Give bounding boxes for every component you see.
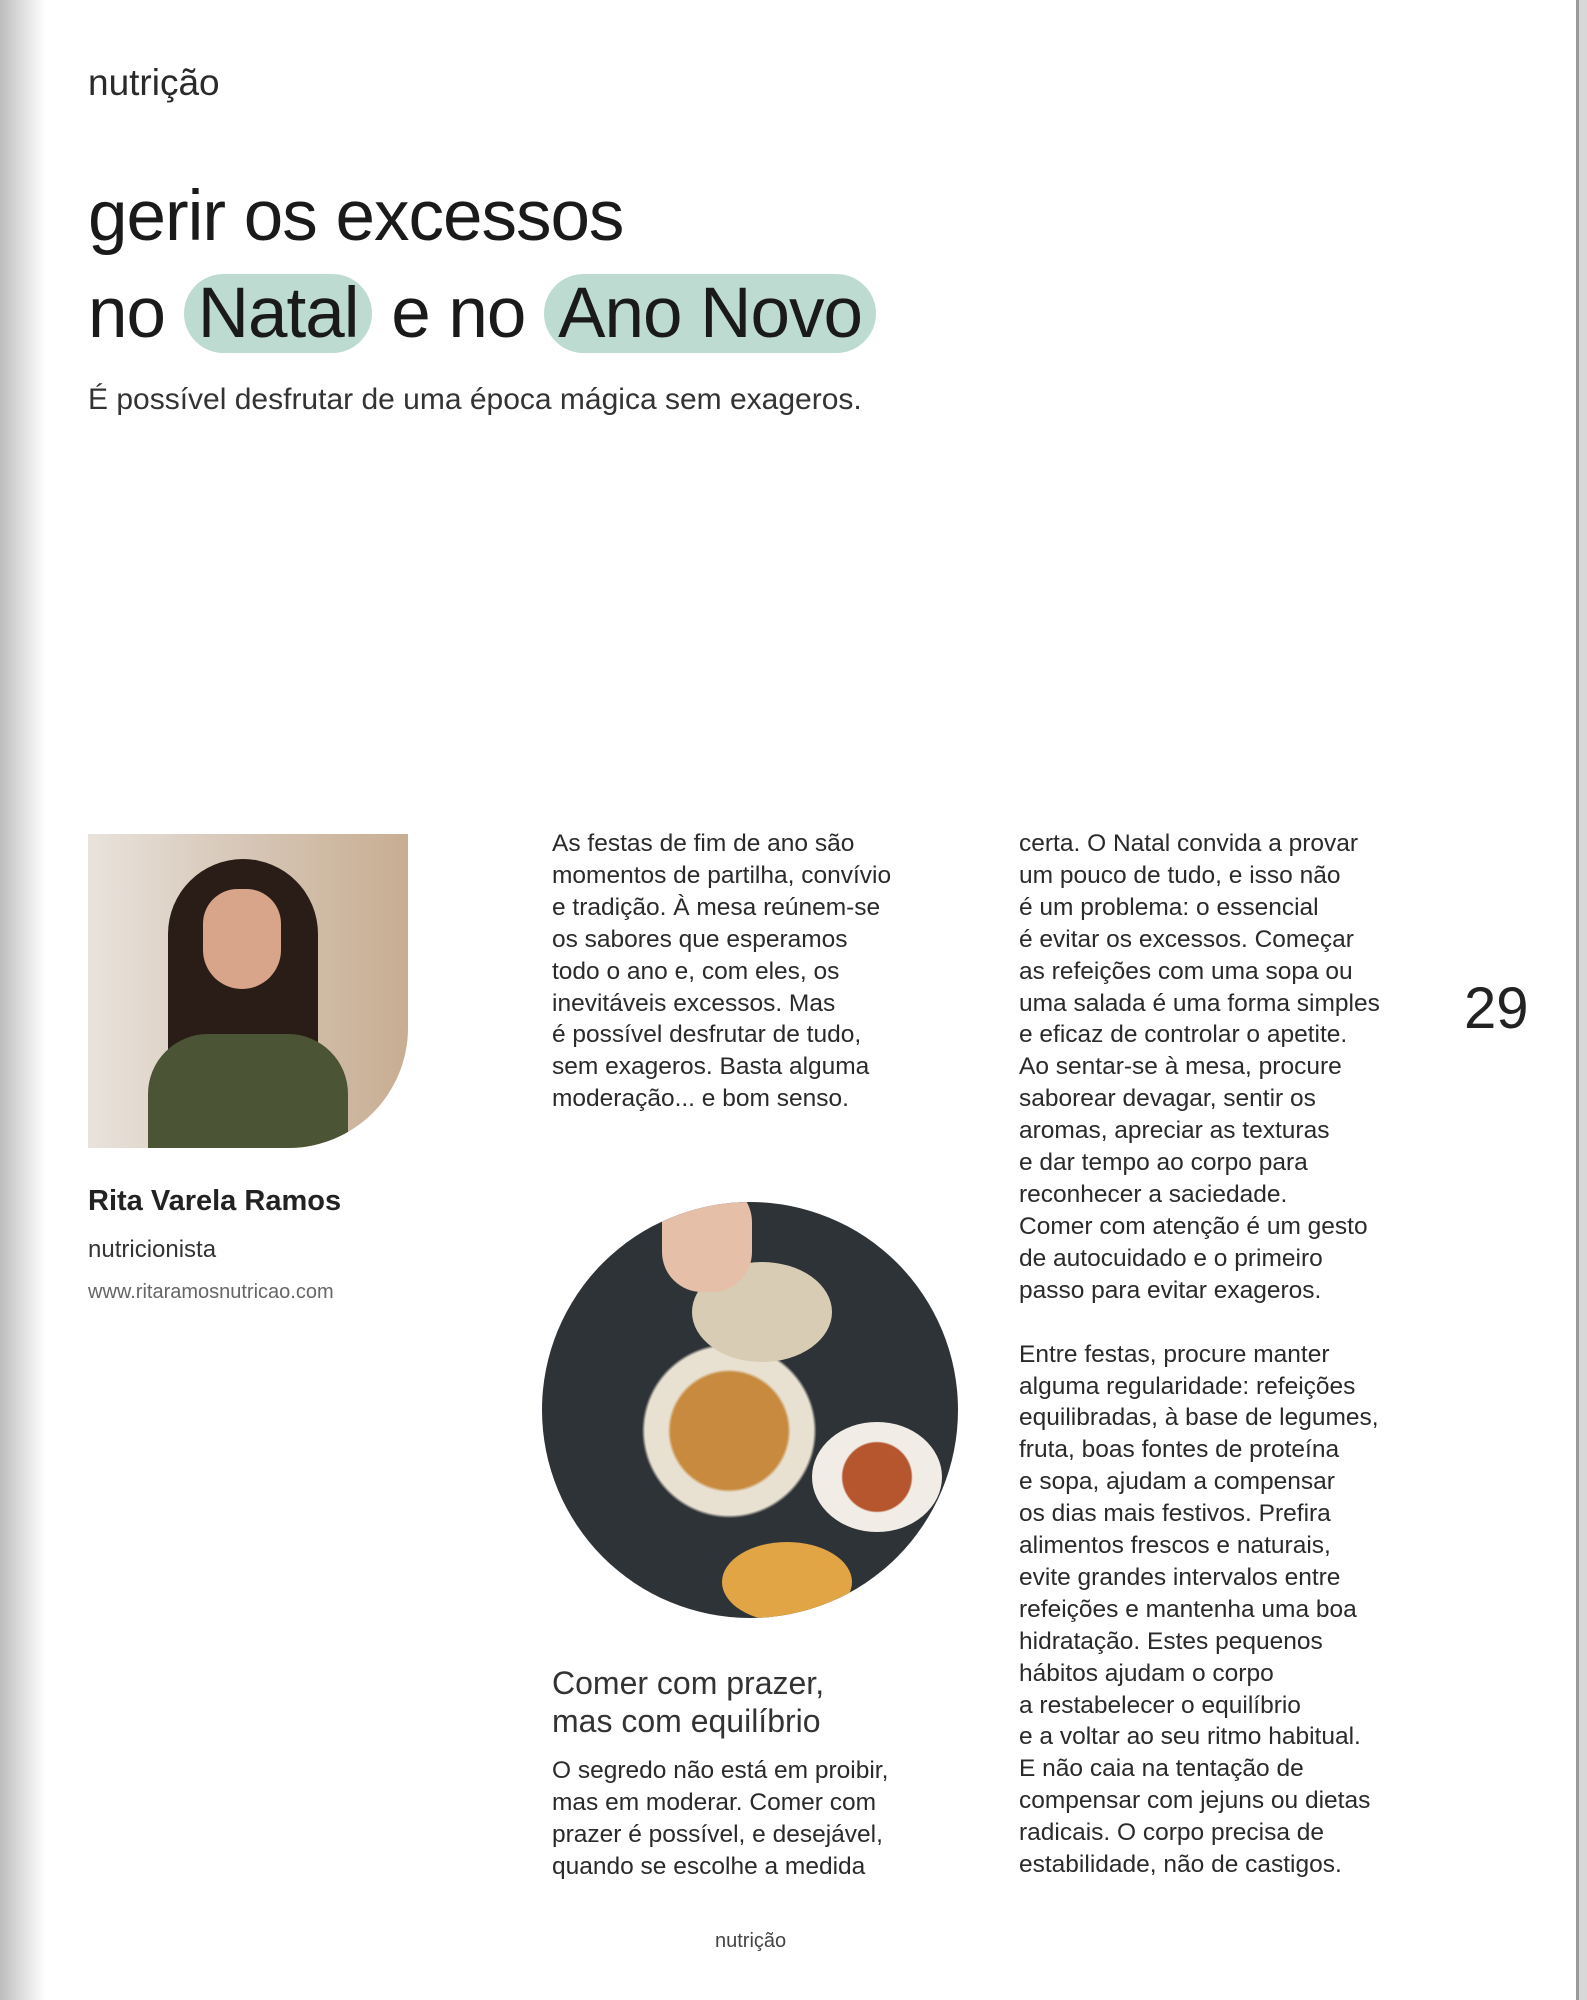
section-label: nutrição xyxy=(88,62,220,103)
subheading: Comer com prazer, mas com equilíbrio xyxy=(552,1665,825,1739)
author-website[interactable]: www.ritaramosnutricao.com xyxy=(88,1281,334,1303)
body-paragraph: O segredo não está em proibir, mas em moderar. Comer com prazer é possível, e desejável, quando se escolhe a medida xyxy=(552,1757,889,1880)
title-text: no xyxy=(88,274,165,353)
title-text: e no xyxy=(391,274,526,353)
title-line-2 xyxy=(88,265,876,362)
author-role: nutricionista xyxy=(88,1236,217,1263)
highlight-natal: Natal xyxy=(184,274,373,353)
footer-section-label: nutrição xyxy=(715,1930,787,1952)
page-number: 29 xyxy=(1464,976,1529,1041)
body-paragraph: certa. O Natal convida a provar um pouco de tudo, e isso não é um problema: o essencial é evitar os excessos. Começar as refeições com uma sopa ou uma salada é uma forma simples e eficaz de controlar o apetite. Ao sentar-se à mesa, procure saborear devagar, sentir os aromas, apreciar as texturas e dar tempo ao corpo para reconhecer a saciedade. Comer com atenção é um gesto de autocuidado e o primeiro passo para evitar exageros. xyxy=(1019,830,1380,1304)
page-gutter-shadow xyxy=(0,0,46,2000)
article-subtitle: É possível desfrutar de uma época mágica sem exageros. xyxy=(88,383,862,416)
title-line-1: gerir os excessos xyxy=(88,177,624,256)
author-name: Rita Varela Ramos xyxy=(88,1185,342,1217)
column-2 xyxy=(1019,828,1439,1881)
column-1-body xyxy=(552,1755,952,1883)
column-1-intro xyxy=(552,828,952,1115)
highlight-ano-novo: Ano Novo xyxy=(544,274,876,353)
intro-paragraph: As festas de fim de ano são momentos de partilha, convívio e tradição. À mesa reúnem-se os sabores que esperamos todo o ano e, com eles, os inevitáveis excessos. Mas é possível desfrutar de tudo, sem exageros. Basta alguma moderação... e bom senso. xyxy=(552,830,892,1113)
author-photo xyxy=(88,834,408,1148)
body-paragraph: Entre festas, procure manter alguma regularidade: refeições equilibradas, à base de legumes, fruta, boas fontes de proteína e sopa, ajudam a compensar os dias mais festivos. Prefira alimentos frescos e naturais, evite grandes intervalos entre refeições e mantenha uma boa hidratação. Estes pequenos hábitos ajudam o corpo a restabelecer o equilíbrio e a voltar ao seu ritmo habitual. E não caia na tentação de compensar com jejuns ou dietas radicais. O corpo precisa de estabilidade, não de castigos. xyxy=(1019,1340,1379,1879)
article-title xyxy=(88,168,876,362)
page-edge-shadow xyxy=(1579,0,1587,2000)
christmas-dinner-photo xyxy=(542,1202,958,1618)
